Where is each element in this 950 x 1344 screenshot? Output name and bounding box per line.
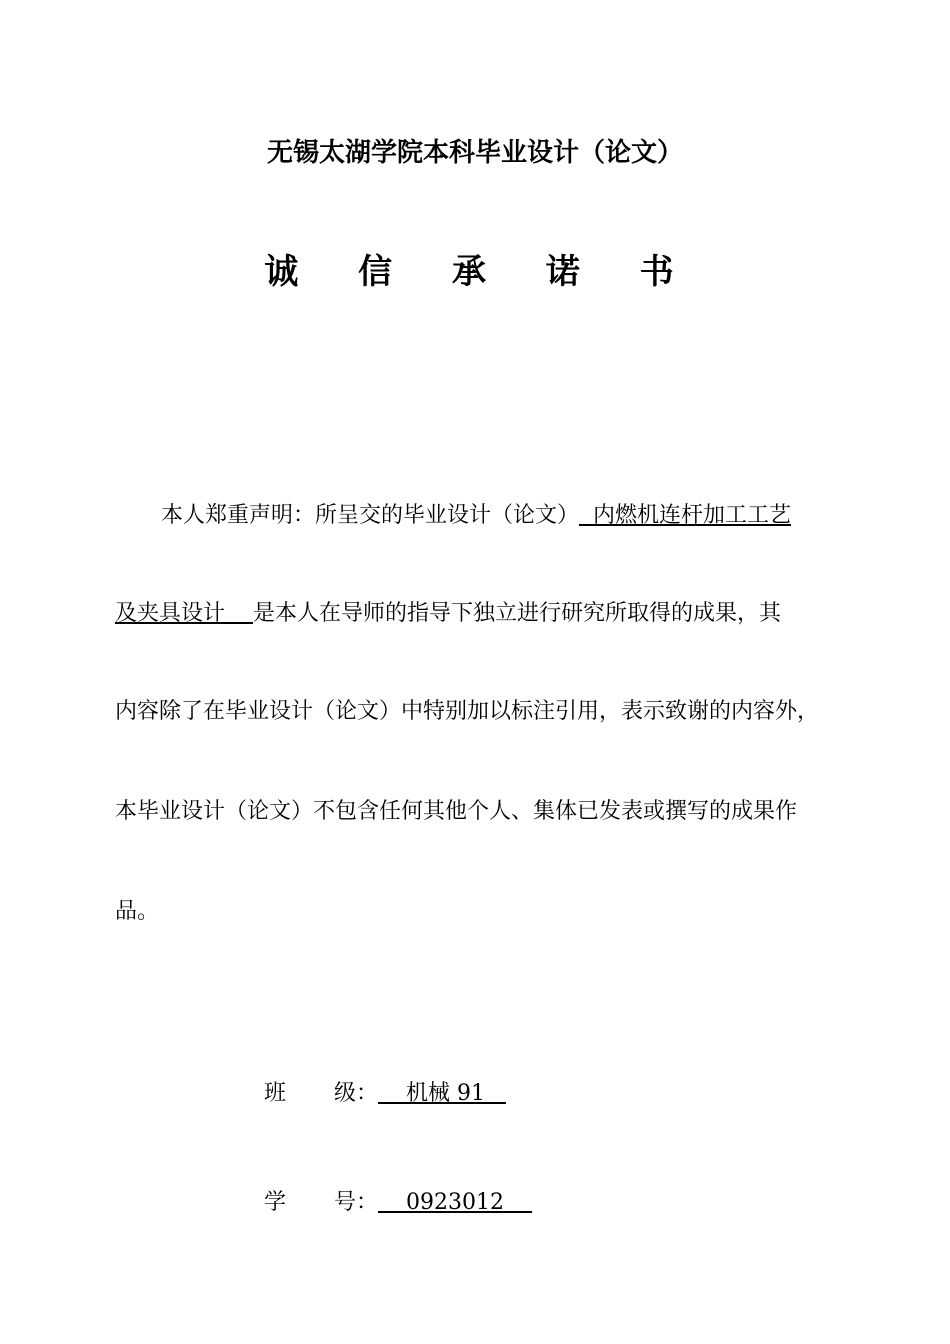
class-value: 机械 91 — [378, 1081, 506, 1106]
statement-line-2 — [115, 596, 781, 627]
student-id-label-char1: 学 — [264, 1190, 287, 1215]
statement-line-3: 内容除了在毕业设计（论文）中特别加以标注引用，表示致谢的内容外， — [115, 699, 820, 724]
document-title: 诚 信 承 诺 书 — [264, 252, 698, 292]
class-label-char2: 级： — [334, 1081, 379, 1106]
thesis-title-part1: 内燃机连杆加工工艺 — [579, 503, 792, 528]
statement-suffix: 是本人在导师的指导下独立进行研究所取得的成果，其 — [252, 601, 781, 626]
statement-line-5: 品。 — [115, 899, 160, 924]
student-id-label-char2: 号： — [334, 1190, 379, 1215]
thesis-title-part2: 及夹具设计 — [115, 601, 253, 626]
student-id-field — [264, 1185, 532, 1216]
statement-prefix: 本人郑重声明：所呈交的毕业设计（论文） — [161, 503, 580, 528]
statement-line-1 — [161, 498, 791, 529]
class-field — [264, 1076, 506, 1107]
statement-line-4: 本毕业设计（论文）不包含任何其他个人、集体已发表或撰写的成果作 — [115, 799, 798, 824]
institution-title: 无锡太湖学院本科毕业设计（论文） — [266, 138, 683, 168]
student-id-value: 0923012 — [378, 1190, 532, 1215]
class-label-char1: 班 — [264, 1081, 287, 1106]
